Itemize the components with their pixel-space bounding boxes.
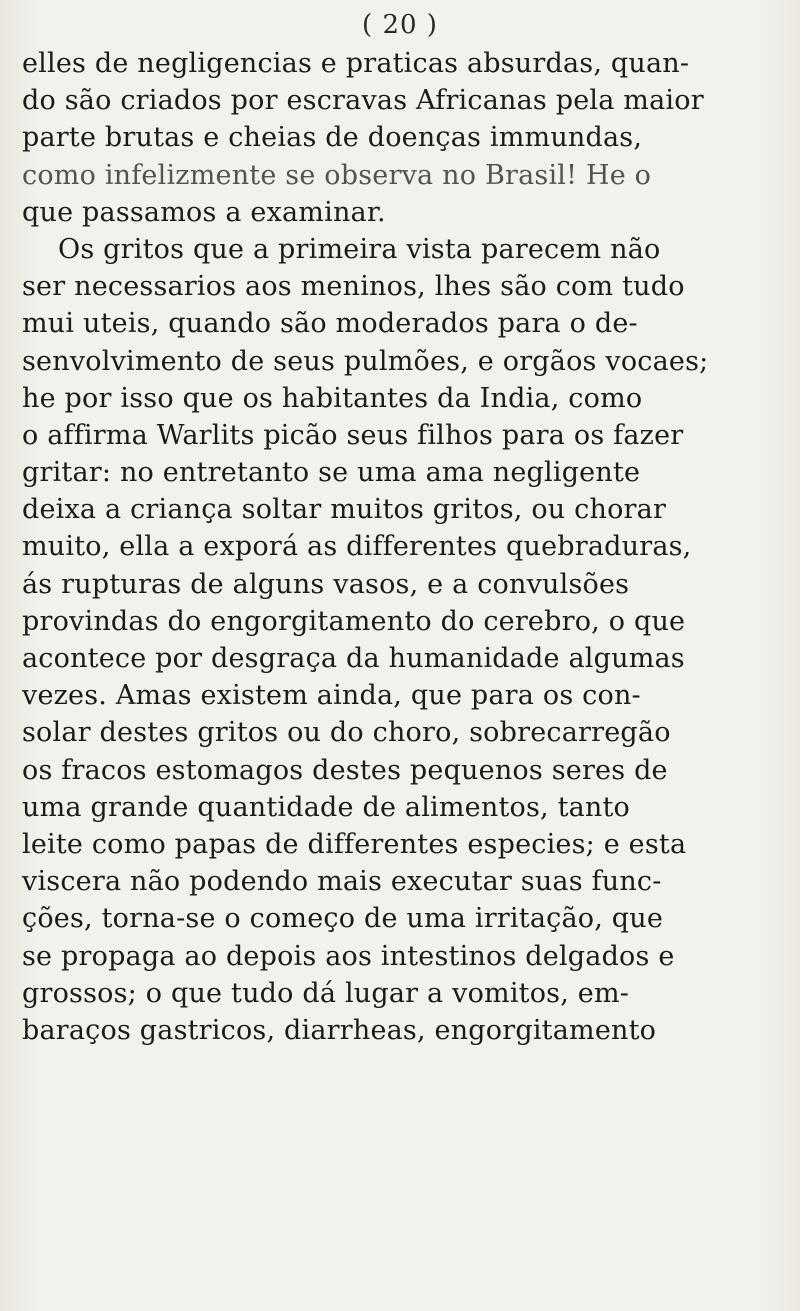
text-line: grossos; o que tudo dá lugar a vomitos, em- [22,977,630,1009]
text-line: ás rupturas de alguns vasos, e a convulsões [22,568,630,600]
text-line: gritar: no entretanto se uma ama negligente [22,457,641,489]
text-line: parte brutas e cheias de doenças immundas, [22,122,643,154]
text-line: elles de negligencias e praticas absurdas, quan- [22,48,690,79]
text-line: o affirma Warlits picão seus filhos para os fazer [22,419,684,451]
text-line: baraços gastricos, diarrheas, engorgitamento [22,1014,657,1046]
text-line: uma grande quantidade de alimentos, tanto [22,791,631,823]
text-line: vezes. Amas existem ainda, que para os con- [22,680,641,712]
text-line: ser necessarios aos meninos, lhes são com tudo [22,271,685,303]
text-line: solar destes gritos ou do choro, sobrecarregão [22,717,671,749]
paragraph-start-line: Os gritos que a primeira vista parecem não [58,233,661,265]
text-line: mui uteis, quando são moderados para o de- [22,308,638,340]
text-line: que passamos a examinar. [22,196,386,228]
text-line: deixa a criança soltar muitos gritos, ou chorar [22,494,667,526]
text-line: muito, ella a exporá as differentes quebraduras, [22,531,692,563]
text-line: ções, torna-se o começo de uma irritação, que [22,903,664,935]
text-line: do são criados por escravas Africanas pela maior [22,85,704,117]
text-line: he por isso que os habitantes da India, como [22,382,643,414]
page-number: ( 20 ) [362,10,438,40]
text-line: provindas do engorgitamento do cerebro, o que [22,605,686,637]
body-text [22,45,800,1049]
text-line: se propaga ao depois aos intestinos delgados e [22,940,675,972]
text-line: viscera não podendo mais executar suas func- [22,866,662,898]
text-line: como infelizmente se observa no Brasil! He o [22,159,652,191]
text-line: leite como papas de differentes especies; e esta [22,828,687,860]
text-line: acontece por desgraça da humanidade algumas [22,643,685,674]
text-line: senvolvimento de seus pulmões, e orgãos vocaes; [22,345,709,377]
text-line: os fracos estomagos destes pequenos seres de [22,754,668,786]
